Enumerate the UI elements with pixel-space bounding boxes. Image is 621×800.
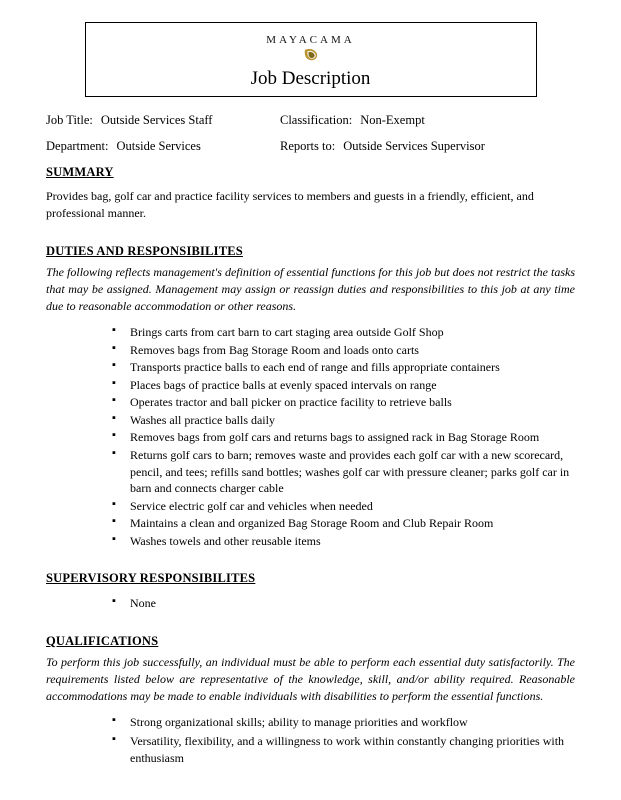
document-header-box — [85, 22, 537, 97]
meta-reports-to — [280, 139, 485, 154]
brand-name: MAYACAMA — [266, 34, 355, 46]
meta-department — [46, 139, 280, 154]
brand-logo — [86, 31, 536, 62]
qualifications-list — [46, 714, 575, 767]
classification-value: Non-Exempt — [360, 113, 425, 127]
list-item: ▪ Brings carts from cart barn to cart staging area outside Golf Shop — [112, 324, 575, 341]
list-item: ▪ Washes towels and other reusable items — [112, 533, 575, 550]
list-item: ▪ Strong organizational skills; ability to manage priorities and workflow — [112, 714, 575, 731]
meta-row — [46, 139, 575, 154]
list-item: ▪ Service electric golf car and vehicles when needed — [112, 498, 575, 515]
list-item: ▪ Places bags of practice balls at evenly spaced intervals on range — [112, 377, 575, 394]
classification-label: Classification: — [280, 113, 353, 127]
meta-classification — [280, 113, 425, 128]
duties-heading: DUTIES AND RESPONSIBILITES — [46, 244, 243, 259]
summary-heading: SUMMARY — [46, 165, 114, 179]
list-item: ▪ Operates tractor and ball picker on practice facility to retrieve balls — [112, 394, 575, 411]
page-title: Job Description — [250, 68, 371, 89]
duties-note: The following reflects management's definition of essential functions for this job but does not restrict the tasks that may be assigned. Management may assign or reassign duties and responsibilities to this job at any time due to reasonable accommodation or other reasons. — [46, 265, 575, 314]
department-label: Department: — [46, 139, 109, 153]
list-item: ▪ Maintains a clean and organized Bag Storage Room and Club Repair Room — [112, 515, 575, 532]
supervisory-heading: SUPERVISORY RESPONSIBILITES — [46, 571, 256, 586]
meta-row — [46, 113, 575, 128]
meta-job-title — [46, 113, 280, 128]
list-item: ▪ Transports practice balls to each end of range and fills appropriate containers — [112, 359, 575, 376]
list-item: ▪ Washes all practice balls daily — [112, 412, 575, 429]
reports-to-value: Outside Services Supervisor — [343, 139, 485, 153]
supervisory-list — [46, 595, 575, 612]
qualifications-heading: QUALIFICATIONS — [46, 633, 159, 648]
list-item: ▪ Removes bags from Bag Storage Room and loads onto carts — [112, 342, 575, 359]
list-item: ▪ Removes bags from golf cars and returns bags to assigned rack in Bag Storage Room — [112, 429, 575, 446]
list-item: ▪ Versatility, flexibility, and a willingness to work within constantly changing priorities with enthusiasm — [112, 733, 575, 766]
duties-list — [46, 324, 575, 549]
reports-to-label: Reports to: — [280, 139, 336, 153]
job-title-value: Outside Services Staff — [100, 113, 213, 127]
crescent-leaf-icon — [302, 48, 320, 62]
job-meta — [46, 113, 575, 154]
list-item: ▪ None — [112, 595, 575, 612]
qualifications-note: To perform this job successfully, an individual must be able to perform each essential duty satisfactorily. The requirements listed below are representative of the knowledge, skill, and/or ability required. Reasonable accommodations may be made to enable individuals with disabilities to perform the essential functions. — [46, 654, 575, 703]
summary-text: Provides bag, golf car and practice facility services to members and guests in a friendly, efficient, and professional manner. — [46, 189, 534, 221]
department-value: Outside Services — [116, 139, 201, 153]
list-item: ▪ Returns golf cars to barn; removes waste and provides each golf car with a new scorecard, pencil, and tees; refills sand bottles; washes golf car with pressure cleaner; parks golf car in barn and connects charger cable — [112, 447, 575, 497]
job-title-label: Job Title: — [46, 113, 93, 127]
